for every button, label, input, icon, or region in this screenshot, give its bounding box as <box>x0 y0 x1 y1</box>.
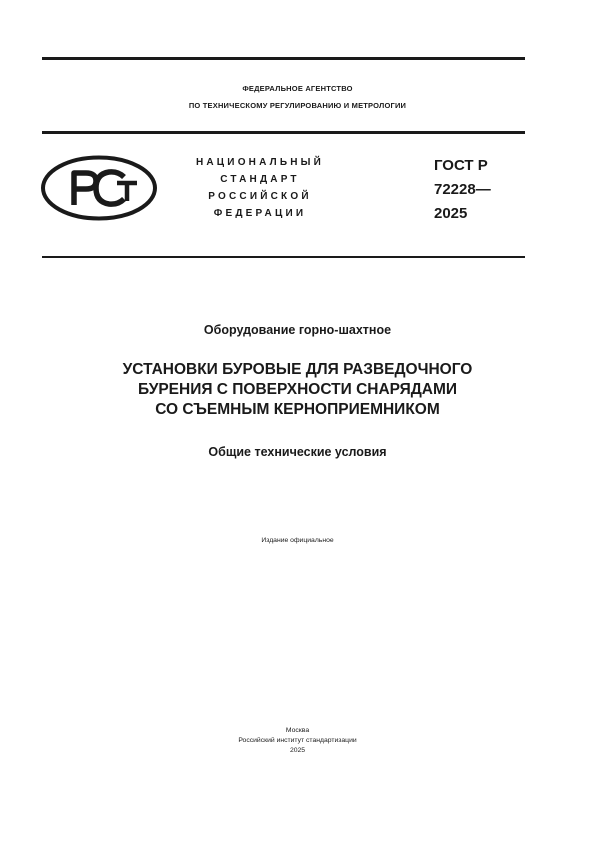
designation-line2: 72228— <box>434 181 491 198</box>
header-rule <box>42 131 525 134</box>
edition-label: Издание официальное <box>261 537 334 544</box>
agency-name-line1: ФЕДЕРАЛЬНОЕ АГЕНТСТВО <box>242 84 353 93</box>
document-conditions: Общие технические условия <box>208 445 387 459</box>
standard-type-line4: ФЕДЕРАЦИИ <box>213 208 307 219</box>
document-title-line3: СО СЪЕМНЫМ КЕРНОПРИЕМНИКОМ <box>155 401 440 418</box>
standard-type-line1: НАЦИОНАЛЬНЫЙ <box>195 157 325 168</box>
imprint-city: Москва <box>285 727 310 734</box>
rst-mark-icon <box>40 155 158 221</box>
standard-type-line3: РОССИЙСКОЙ <box>208 191 312 202</box>
document-title-line1: УСТАНОВКИ БУРОВЫЕ ДЛЯ РАЗВЕДОЧНОГО <box>122 361 473 378</box>
document-title-line2: БУРЕНИЯ С ПОВЕРХНОСТИ СНАРЯДАМИ <box>137 381 458 398</box>
top-rule <box>42 57 525 60</box>
agency-name-line2: ПО ТЕХНИЧЕСКОМУ РЕГУЛИРОВАНИЮ И МЕТРОЛОГИИ <box>188 101 407 110</box>
title-block-rule <box>42 256 525 258</box>
designation-line1: ГОСТ Р <box>434 157 488 174</box>
imprint-year: 2025 <box>289 747 306 754</box>
imprint-publisher: Российский институт стандартизации <box>238 737 357 744</box>
document-subtitle: Оборудование горно-шахтное <box>203 323 392 337</box>
standard-type-line2: СТАНДАРТ <box>220 174 300 185</box>
rst-logo-svg <box>40 155 158 221</box>
designation-line3: 2025 <box>434 205 468 222</box>
